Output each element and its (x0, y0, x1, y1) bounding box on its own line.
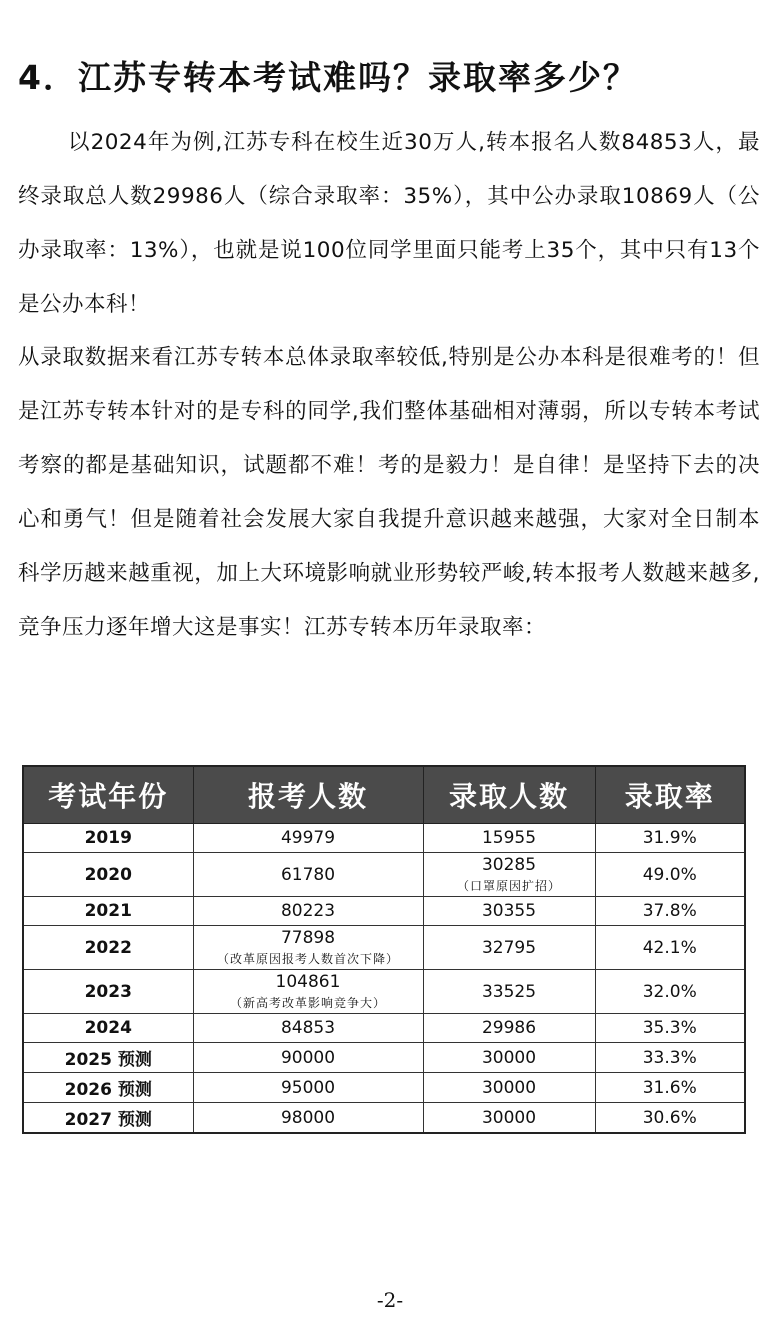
cell-rate (595, 853, 745, 897)
cell-rate-value: 31.6% (642, 1077, 697, 1098)
cell-year (23, 1073, 193, 1103)
cell-year-value: 2027 预测 (64, 1110, 152, 1130)
cell-year (23, 926, 193, 970)
cell-rate-value: 32.0% (642, 981, 697, 1002)
cell-admitted-note: （口罩原因扩招） (456, 879, 561, 893)
cell-applicants (193, 1043, 423, 1073)
table-body (23, 824, 745, 1134)
header-year: 考试年份 (23, 766, 193, 824)
cell-rate (595, 824, 745, 853)
cell-admitted (423, 1014, 595, 1043)
cell-applicants (193, 1073, 423, 1103)
cell-rate-value: 49.0% (642, 864, 697, 885)
paragraph-intro: 以2024年为例,江苏专科在校生近30万人,转本报名人数84853人，最终录取总人数29986人（综合录取率：35%），其中公办录取10869人（公办录取率：13%），也就是说100位同学里面只能考上35个，其中只有13个是公办本科！ (18, 130, 760, 317)
cell-rate (595, 1073, 745, 1103)
table-row (23, 970, 745, 1014)
cell-rate (595, 1103, 745, 1134)
cell-admitted (423, 897, 595, 926)
paragraph-analysis: 从录取数据来看江苏专转本总体录取率较低,特别是公办本科是很难考的！但是江苏专转本针对的是专科的同学,我们整体基础相对薄弱，所以专转本考试考察的都是基础知识，试题都不难！考的是毅力！是自律！是坚持下去的决心和勇气！但是随着社会发展大家自我提升意识越来越强，大家对全日制本科学历越来越重视，加上大环境影响就业形势较严峻,转本报考人数越来越多,竞争压力逐年增大这是事实！江苏专转本历年录取率： (18, 345, 760, 640)
cell-year-value: 2020 (84, 864, 132, 885)
cell-applicants-value: 77898 (280, 928, 336, 948)
cell-year-value: 2026 预测 (64, 1080, 152, 1100)
cell-rate (595, 1043, 745, 1073)
cell-year (23, 897, 193, 926)
table-row (23, 1103, 745, 1134)
table-row (23, 926, 745, 970)
cell-admitted-value: 30000 (481, 1077, 537, 1098)
cell-admitted (423, 970, 595, 1014)
cell-rate (595, 1014, 745, 1043)
cell-applicants-value: 98000 (280, 1107, 336, 1128)
cell-year-value: 2023 (84, 981, 132, 1002)
header-admitted: 录取人数 (423, 766, 595, 824)
cell-rate (595, 897, 745, 926)
cell-applicants-value: 104861 (275, 972, 341, 992)
cell-year-value: 2021 (84, 901, 132, 921)
cell-applicants-note: （新高考改革影响竞争大） (229, 996, 386, 1010)
cell-admitted-value: 30355 (481, 901, 537, 921)
cell-rate (595, 970, 745, 1014)
cell-applicants-value: 80223 (280, 901, 336, 921)
header-rate: 录取率 (595, 766, 745, 824)
cell-applicants-note: （改革原因报考人数首次下降） (216, 952, 399, 966)
cell-year-value: 2022 (84, 937, 132, 958)
table-header-row (23, 766, 745, 824)
cell-applicants (193, 926, 423, 970)
cell-applicants-value: 84853 (280, 1018, 336, 1038)
table-row (23, 853, 745, 897)
cell-admitted (423, 824, 595, 853)
cell-applicants-value: 95000 (280, 1077, 336, 1098)
admission-rate-table (22, 765, 746, 1134)
cell-year-value: 2024 (84, 1018, 132, 1038)
cell-year (23, 1043, 193, 1073)
cell-year (23, 1014, 193, 1043)
cell-year (23, 853, 193, 897)
cell-applicants (193, 1014, 423, 1043)
cell-admitted-value: 30285 (481, 855, 537, 875)
cell-admitted-value: 15955 (481, 828, 537, 848)
cell-rate-value: 42.1% (642, 937, 697, 958)
cell-year (23, 1103, 193, 1134)
cell-year-value: 2019 (84, 828, 132, 848)
table-row (23, 824, 745, 853)
cell-admitted-value: 32795 (481, 937, 537, 958)
table-row (23, 1073, 745, 1103)
cell-applicants-value: 90000 (280, 1047, 336, 1068)
header-applicants: 报考人数 (193, 766, 423, 824)
table-row (23, 897, 745, 926)
cell-applicants-value: 61780 (280, 864, 336, 885)
table-row (23, 1014, 745, 1043)
cell-year (23, 824, 193, 853)
cell-admitted-value: 33525 (481, 981, 537, 1002)
cell-rate-value: 33.3% (642, 1047, 697, 1068)
cell-admitted (423, 926, 595, 970)
cell-applicants (193, 970, 423, 1014)
cell-applicants-value: 49979 (280, 828, 336, 848)
cell-rate-value: 35.3% (642, 1018, 697, 1038)
cell-applicants (193, 1103, 423, 1134)
cell-year (23, 970, 193, 1014)
table-row (23, 1043, 745, 1073)
cell-admitted-value: 30000 (481, 1107, 537, 1128)
cell-admitted (423, 1073, 595, 1103)
cell-admitted (423, 1043, 595, 1073)
page-number: -2- (376, 1288, 404, 1312)
cell-admitted (423, 1103, 595, 1134)
cell-admitted-value: 29986 (481, 1018, 537, 1038)
cell-applicants (193, 824, 423, 853)
cell-admitted-value: 30000 (481, 1047, 537, 1068)
cell-applicants (193, 897, 423, 926)
cell-admitted (423, 853, 595, 897)
cell-rate-value: 31.9% (642, 828, 697, 848)
cell-year-value: 2025 预测 (64, 1050, 152, 1070)
cell-rate-value: 37.8% (642, 901, 697, 921)
cell-applicants (193, 853, 423, 897)
cell-rate-value: 30.6% (642, 1107, 697, 1128)
page-heading: 4．江苏专转本考试难吗？录取率多少？ (18, 58, 638, 97)
cell-rate (595, 926, 745, 970)
